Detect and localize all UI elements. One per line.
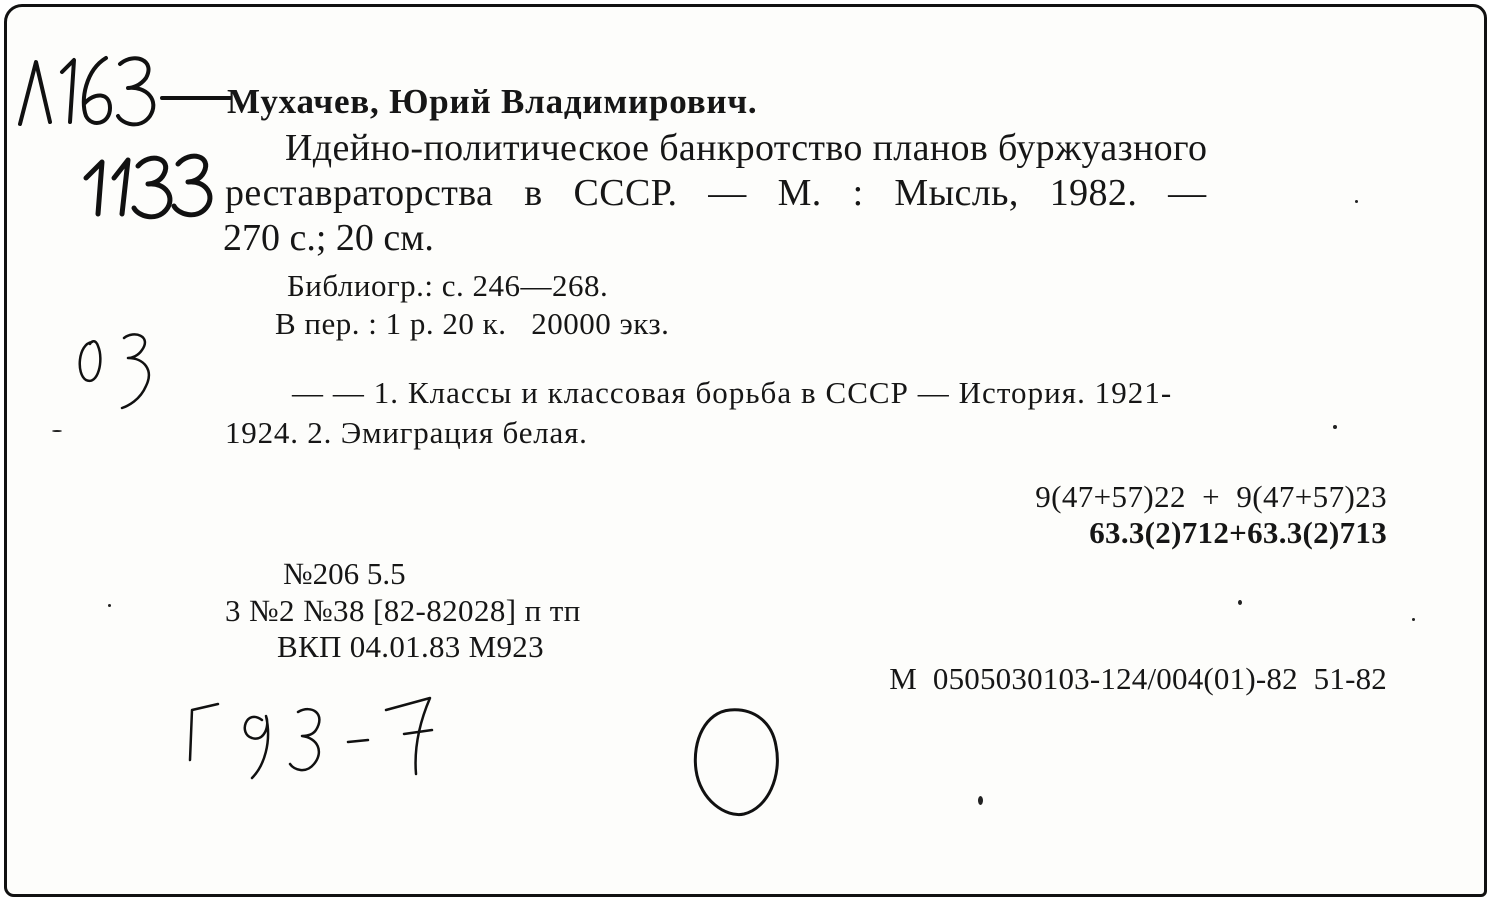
scan-speck — [1412, 618, 1415, 621]
scan-speck — [978, 796, 983, 805]
service-line-2: 3 №2 №38 [82-82028] п тп — [225, 593, 581, 628]
title-line-2: реставраторства в СССР. — М. : Мысль, 1982. — — [225, 172, 1207, 214]
extent: 270 с.; 20 см. — [223, 217, 434, 259]
service-line-1: №206 5.5 — [283, 556, 406, 591]
handwritten-code — [72, 330, 172, 415]
bibliography-note: Библиогр.: с. 246—268. — [287, 268, 609, 303]
scan-speck — [52, 430, 62, 432]
subject-headings-line-1: — — 1. Классы и классовая борьба в СССР — История. 1921- — [292, 375, 1173, 410]
subject-headings-line-2: 1924. 2. Эмиграция белая. — [225, 415, 588, 450]
title-line-1: Идейно-политическое банкротство планов буржуазного — [285, 127, 1208, 169]
classification-index-1: 9(47+57)22 + 9(47+57)23 — [1035, 479, 1387, 514]
handwritten-shelfmark — [14, 46, 224, 221]
classification-index-2: 63.3(2)712+63.3(2)713 — [1089, 515, 1387, 550]
price-and-print-run: В пер. : 1 р. 20 к. 20000 экз. — [275, 306, 670, 341]
scan-speck — [1333, 425, 1337, 429]
scan-speck — [1238, 600, 1242, 605]
handwritten-inventory-mark — [180, 690, 450, 795]
service-line-3: ВКП 04.01.83 М923 — [277, 629, 544, 664]
scan-speck — [1355, 200, 1358, 203]
card-number: М 0505030103-124/004(01)-82 51-82 — [889, 661, 1387, 696]
punch-hole-mark — [686, 706, 786, 827]
author-heading: Мухачев, Юрий Владимирович. — [227, 82, 758, 121]
scan-speck — [108, 604, 111, 607]
